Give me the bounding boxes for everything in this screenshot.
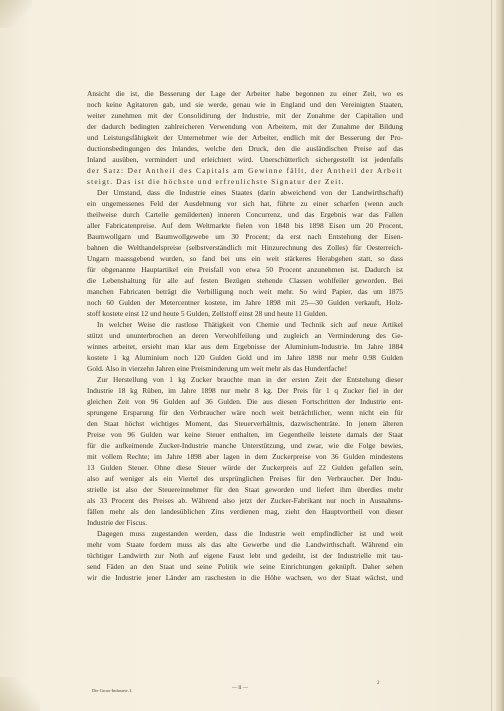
- text-line: theilweise durch Cartelle gemilderten) inneren Concurrenz, und das Ergebnis war das Fallen: [87, 210, 403, 219]
- text-line: aller Fabricatenpreise. Auf dem Weltmarkte fielen von 1848 bis 1898 Eisen um 20 Procent,: [87, 221, 403, 230]
- text-line: den Staat höchst wichtiges Moment, das Steuerverhältnis, dazwischenträte. In jenem älteren: [87, 419, 403, 428]
- page-corner-shadow-top: [0, 0, 32, 28]
- text-line: wir die Industrie jener Länder am raschesten in die Höhe wachsen, wo der Staat wächst, und: [87, 573, 403, 582]
- text-line: Ungarn maassgebend wurden, so fand bei uns ein weit stärkeres Herabgehen statt, so dass: [87, 254, 403, 263]
- text-line: für obgenannte Hauptartikel ein Preisfall von etwa 50 Procent anzunehmen ist. Dadurch ist: [87, 265, 403, 274]
- text-line: noch 60 Gulden der Metercentner kostete, im Jahre 1898 mit 25—30 Gulden verkauft, Holz-: [87, 298, 403, 307]
- text-line: winnes arbeitet, ersieht man klar aus dem Ergebnisse der Aluminium-Industrie. Im Jahre 1884: [87, 342, 403, 351]
- text-line: Industrie 18 kg Rüben, im Jahre 1898 nur mehr 8 kg. Der Preis für 1 q Zucker fiel in der: [87, 386, 403, 395]
- text-line: als 33 Procent des Preises ab. Während also jetzt der Zucker-Fabrikant nur noch in Ausnahms-: [87, 496, 403, 505]
- text-line: ein ungemessenes Feld der Ausdehnung vor sich hat, führte zu einer scharfen (wenn auch: [87, 199, 403, 208]
- footer-running-title: Die Gross-Industrie. I.: [92, 688, 133, 693]
- text-line: mehr vom Staate fordern muss als das alte Gewerbe und die Landwirthschaft. Während ein: [87, 540, 403, 549]
- text-line: manchen Fabricaten beträgt die Verbilligung noch weit mehr. So wird Papier, das um 1875: [87, 287, 403, 296]
- text-line: und Leistungsfähigkeit der Unternehmer wie der Arbeiter, endlich mit der Besserung der Pro-: [87, 133, 403, 142]
- text-line-emphasis: der Satz: Der Antheil des Capitals am Gewinne fällt, der Antheil der Arbeit: [87, 166, 403, 175]
- text-line: Zur Herstellung von 1 kg Zucker brauchte man in der ersten Zeit der Entstehung dieser: [97, 375, 403, 384]
- text-line: für die aufkeimende Zucker-Industrie manche Unterstützung, und zwar, wie die Folge bewies,: [87, 441, 403, 450]
- page-corner-shadow-bottom: [0, 677, 40, 711]
- text-line: tüchtiger Landwirth zur Noth auf eigene Faust lebt und gedeiht, ist der Industrielle mit tau-: [87, 551, 403, 560]
- text-line: stoff kostete einst 12 und heute 5 Gulden, Zellstoff einst 28 und heute 11 Gulden.: [87, 309, 328, 318]
- signature-mark: 2: [377, 681, 380, 686]
- text-line: Preise von 96 Gulden war keine Steuer enthalten, im Gegentheile leistete damals der Staat: [87, 430, 403, 439]
- binding-edge: [496, 0, 504, 711]
- text-line: strielle ist also der Steuereinnehmer für den Staat geworden und liefert ihm überdies mehr: [87, 485, 403, 494]
- text-line: send Fäden an den Staat und seine Politik wie seine Einrichtungen geknüpft. Daher sehen: [87, 562, 403, 571]
- text-line: bahnen die Welthandelspreise (selbstverständlich mit Hinzurechnung des Zolles) für Oesterreich-: [87, 243, 403, 252]
- binding-fold-line: [491, 0, 492, 711]
- text-line: Dagegen muss zugestanden werden, dass die Industrie weit empfindlicher ist und weit: [97, 529, 403, 538]
- text-line: stützt und ununterbrochen an deren Verwohlfeilung und zugleich an Verminderung des Ge-: [87, 331, 403, 340]
- text-line: 13 Gulden Steuer. Ohne diese Steuer würde der Zuckerpreis auf 22 Gulden gefallen sein,: [87, 463, 403, 472]
- text-line: Gold. Also in vierzehn Jahren eine Preisminderung um weit mehr als das Hundertfache!: [87, 364, 348, 373]
- text-line: Baumwollgarn und Baumwollgewebe um 30 Procent; da erst nach Entstehung der Eisen-: [87, 232, 403, 241]
- text-line: sprungene Ersparung für den Verbraucher wäre noch weit beträchtlicher, wenn nicht ein für: [87, 408, 403, 417]
- text-line: Inland ausüben, vermindert und erleichtert wird. Unerschütterlich sichergestellt ist jedenfalls: [87, 155, 403, 164]
- text-line: also auf weniger als ein Viertel des ursprünglichen Preises für den Verbraucher. Der Indu-: [87, 474, 403, 483]
- text-line: weiter zunehmen mit der Consolidirung der Industrie, mit der Zunahme der Capitalien und: [87, 111, 403, 120]
- text-line: Der Umstand, dass die Industrie eines Staates (darin abweichend von der Landwirthschaft): [97, 188, 403, 197]
- text-line: fällen mehr als den landesüblichen Zins verdienen mag, zieht den Hauptvortheil von dieser: [87, 507, 403, 516]
- text-line: Industrie der Fiscus.: [87, 518, 148, 527]
- text-line-emphasis: steigt. Das ist die höchste und erfreulichste Signatur der Zeit.: [87, 177, 345, 186]
- body-text: [87, 88, 403, 583]
- text-line: mit vollem Rechte; im Jahre 1898 aber lagen in dem Zuckerpreise von 36 Gulden mindestens: [87, 452, 403, 461]
- text-line: Ansicht die ist, die Besserung der Lage der Arbeiter habe begonnen zu einer Zeit, wo es: [87, 89, 403, 98]
- text-line: ductionsbedingungen des Inlandes, welche den Druck, den die ausländischen Preise auf das: [87, 144, 403, 153]
- text-line: die Lebenshaltung für alle auf festen Bezügen stehende Classen wohlfeiler geworden. Bei: [87, 276, 403, 285]
- page-number: — II —: [232, 686, 248, 691]
- text-line: noch keine Agitatoren gab, und sie werde, genau wie in England und den Vereinigten Staaten,: [87, 100, 403, 109]
- text-line: gleichen Zeit von 96 Gulden auf 36 Gulden. Die aus diesen Fortschritten der Industrie ent-: [87, 397, 403, 406]
- text-line: kostete 1 kg Aluminium noch 120 Gulden Gold und im Jahre 1898 nur mehr 0.98 Gulden: [87, 353, 403, 362]
- text-line: der dadurch bedingten zahlreicheren Verwendung von Arbeitern, mit der Zunahme der Bildung: [87, 122, 403, 131]
- text-line: In welcher Weise die rastlose Thätigkeit von Chemie und Technik sich auf neue Artikel: [97, 320, 403, 329]
